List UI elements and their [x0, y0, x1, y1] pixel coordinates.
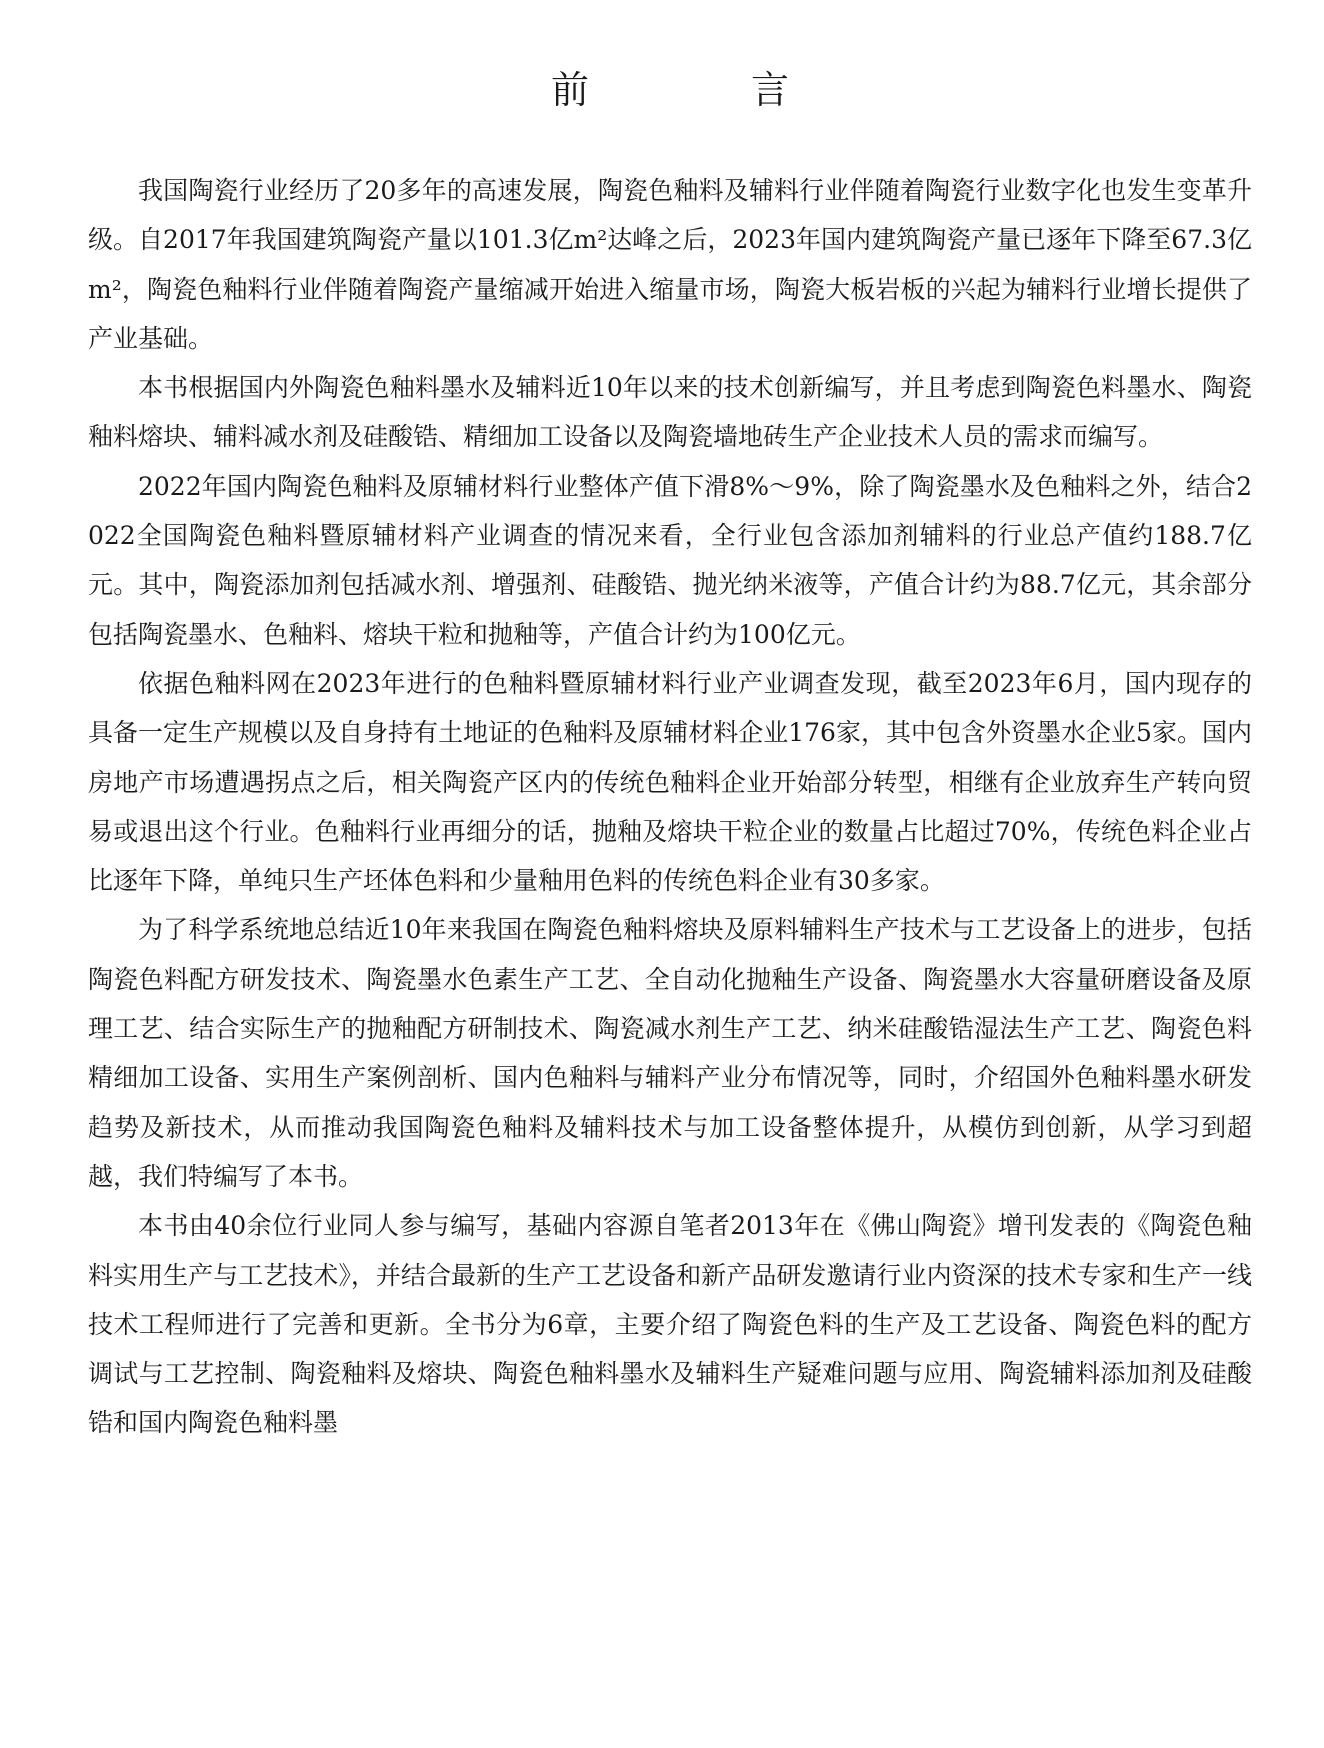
paragraph-6: 本书由40余位行业同人参与编写，基础内容源自笔者2013年在《佛山陶瓷》增刊发表的《陶瓷色釉料实用生产与工艺技术》，并结合最新的生产工艺设备和新产品研发邀请行业内资深的技术专家和生产一线技术工程师进行了完善和更新。全书分为6章，主要介绍了陶瓷色料的生产及工艺设备、陶瓷色料的配方调试与工艺控制、陶瓷釉料及熔块、陶瓷色釉料墨水及辅料生产疑难问题与应用、陶瓷辅料添加剂及硅酸锆和国内陶瓷色釉料墨: [88, 1211, 1252, 1438]
body-text: [88, 166, 1252, 1448]
paragraph-3: 2022年国内陶瓷色釉料及原辅材料行业整体产值下滑8%～9%，除了陶瓷墨水及色釉料之外，结合2022全国陶瓷色釉料暨原辅材料产业调查的情况来看，全行业包含添加剂辅料的行业总产值约188.7亿元。其中，陶瓷添加剂包括减水剂、增强剂、硅酸锆、抛光纳米液等，产值合计约为88.7亿元，其余部分包括陶瓷墨水、色釉料、熔块干粒和抛釉等，产值合计约为100亿元。: [88, 471, 1252, 649]
paragraph-1: 我国陶瓷行业经历了20多年的高速发展，陶瓷色釉料及辅料行业伴随着陶瓷行业数字化也发生变革升级。自2017年我国建筑陶瓷产量以101.3亿m²达峰之后，2023年国内建筑陶瓷产量已逐年下降至67.3亿m²，陶瓷色釉料行业伴随着陶瓷产量缩减开始进入缩量市场，陶瓷大板岩板的兴起为辅料行业增长提供了产业基础。: [88, 176, 1252, 353]
page-title: 前 言: [550, 68, 851, 112]
paragraph-2: 本书根据国内外陶瓷色釉料墨水及辅料近10年以来的技术创新编写，并且考虑到陶瓷色料墨水、陶瓷釉料熔块、辅料减水剂及硅酸锆、精细加工设备以及陶瓷墙地砖生产企业技术人员的需求而编写。: [88, 373, 1252, 452]
paragraph-4: 依据色釉料网在2023年进行的色釉料暨原辅材料行业产业调查发现，截至2023年6月，国内现存的具备一定生产规模以及自身持有土地证的色釉料及原辅材料企业176家，其中包含外资墨水企业5家。国内房地产市场遭遇拐点之后，相关陶瓷产区内的传统色釉料企业开始部分转型，相继有企业放弃生产转向贸易或退出这个行业。色釉料行业再细分的话，抛釉及熔块干粒企业的数量占比超过70%，传统色料企业占比逐年下降，单纯只生产坯体色料和少量釉用色料的传统色料企业有30多家。: [88, 668, 1252, 896]
paragraph-5: 为了科学系统地总结近10年来我国在陶瓷色釉料熔块及原料辅料生产技术与工艺设备上的进步，包括陶瓷色料配方研发技术、陶瓷墨水色素生产工艺、全自动化抛釉生产设备、陶瓷墨水大容量研磨设备及原理工艺、结合实际生产的抛釉配方研制技术、陶瓷减水剂生产工艺、纳米硅酸锆湿法生产工艺、陶瓷色料精细加工设备、实用生产案例剖析、国内色釉料与辅料产业分布情况等，同时，介绍国外色釉料墨水研发趋势及新技术，从而推动我国陶瓷色釉料及辅料技术与加工设备整体提升，从模仿到创新，从学习到超越，我们特编写了本书。: [88, 915, 1252, 1191]
document-page: [88, 0, 1252, 1748]
